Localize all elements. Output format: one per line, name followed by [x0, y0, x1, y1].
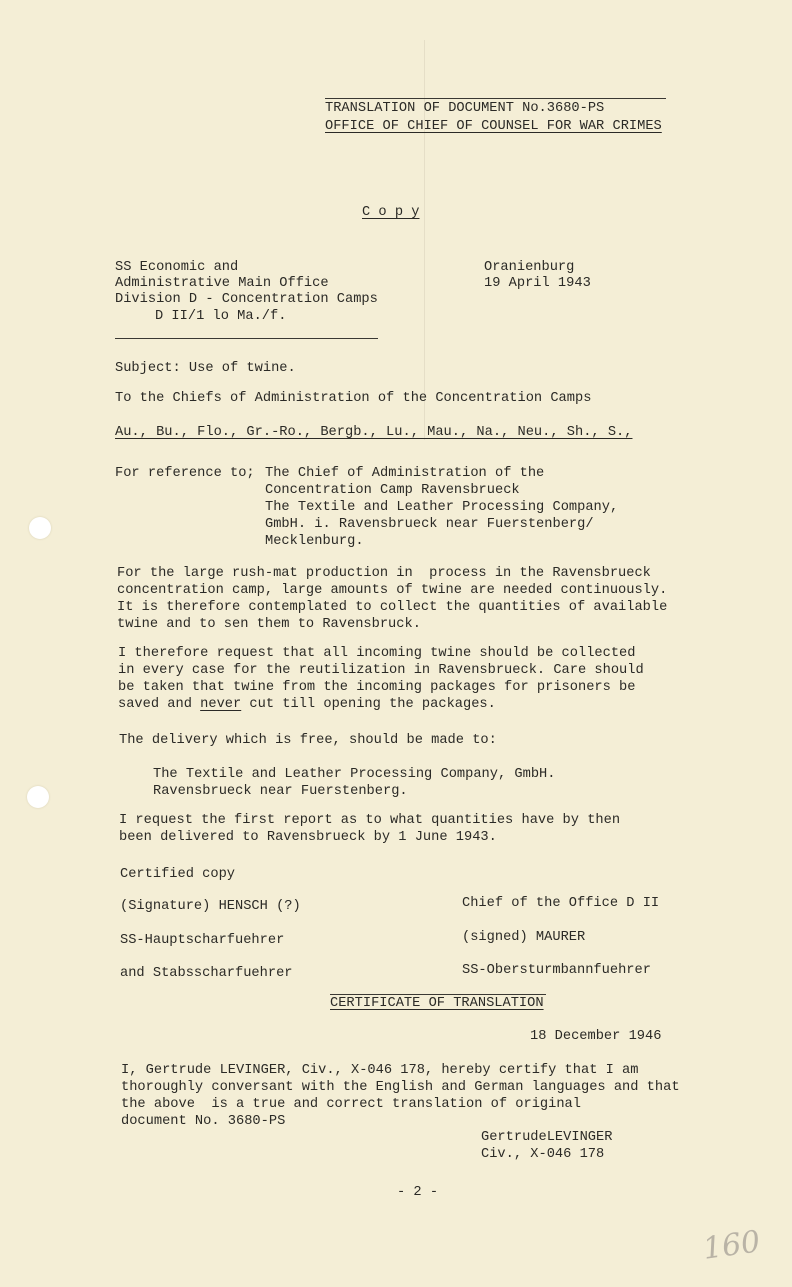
rank-left: and Stabsscharfuehrer	[120, 966, 293, 981]
request-line: I request the first report as to what quantities have by then	[119, 813, 621, 828]
header-rule	[325, 98, 666, 99]
delivery-address: The Textile and Leather Processing Company, GmbH.	[153, 767, 556, 782]
sender-line: SS Economic and	[115, 260, 239, 275]
delivery-address: Ravensbrueck near Fuerstenberg.	[153, 784, 408, 799]
rank-left: SS-Hauptscharfuehrer	[120, 933, 285, 948]
office-title: OFFICE OF CHIEF OF COUNSEL FOR WAR CRIMES	[325, 119, 662, 134]
copy-label: C o p y	[362, 205, 420, 220]
sender-line: Administrative Main Office	[115, 276, 329, 291]
emphasis-never: never	[200, 697, 242, 712]
text: saved and	[118, 697, 201, 712]
reference-label: For reference to;	[115, 466, 255, 481]
certificate-date: 18 December 1946	[530, 1029, 662, 1044]
paragraph-line: be taken that twine from the incoming packages for prisoners be	[118, 680, 636, 695]
subject-line: Subject: Use of twine.	[115, 361, 296, 376]
office-chief-title: Chief of the Office D II	[462, 896, 660, 911]
punch-hole	[29, 517, 51, 539]
certificate-line: the above is a true and correct translation of original	[121, 1097, 581, 1112]
request-line: been delivered to Ravensbrueck by 1 June 1943.	[119, 830, 497, 845]
certificate-rule	[330, 994, 546, 995]
handwritten-page-number: 160	[700, 1224, 763, 1267]
paragraph-line	[118, 697, 496, 713]
document-number: TRANSLATION OF DOCUMENT No.3680-PS	[325, 101, 605, 116]
addressee-line: To the Chiefs of Administration of the Concentration Camps	[115, 391, 592, 406]
sender-reference: D II/1 lo Ma./f.	[155, 309, 287, 324]
paragraph-line: in every case for the reutilization in Ravensbrueck. Care should	[118, 663, 644, 678]
certificate-line: thoroughly conversant with the English and German languages and that	[121, 1080, 680, 1095]
text: cut till opening the packages.	[241, 697, 496, 712]
page-number: - 2 -	[397, 1185, 439, 1200]
reference-line: Mecklenburg.	[265, 534, 364, 549]
paragraph-line: It is therefore contemplated to collect the quantities of available	[117, 600, 668, 615]
reference-line: The Textile and Leather Processing Company,	[265, 500, 619, 515]
sender-line: Division D - Concentration Camps	[115, 292, 378, 307]
sender-rule	[115, 338, 378, 339]
rank-right: SS-Obersturmbannfuehrer	[462, 963, 651, 978]
paragraph-line: concentration camp, large amounts of twine are needed continuously.	[117, 583, 668, 598]
place: Oranienburg	[484, 260, 575, 275]
punch-hole	[27, 786, 49, 808]
delivery-line: The delivery which is free, should be made to:	[119, 733, 497, 748]
paragraph-line: For the large rush-mat production in process in the Ravensbrueck	[117, 566, 651, 581]
camp-list: Au., Bu., Flo., Gr.-Ro., Bergb., Lu., Mau., Na., Neu., Sh., S.,	[115, 425, 633, 440]
signature-left: (Signature) HENSCH (?)	[120, 899, 301, 914]
signature-right: (signed) MAURER	[462, 930, 586, 945]
certificate-line: I, Gertrude LEVINGER, Civ., X-046 178, hereby certify that I am	[121, 1063, 639, 1078]
reference-line: Concentration Camp Ravensbrueck	[265, 483, 520, 498]
paper-fold	[424, 40, 425, 440]
reference-line: The Chief of Administration of the	[265, 466, 545, 481]
translator-name: GertrudeLEVINGER	[481, 1130, 613, 1145]
date: 19 April 1943	[484, 276, 591, 291]
certificate-line: document No. 3680-PS	[121, 1114, 286, 1129]
certified-copy-label: Certified copy	[120, 867, 235, 882]
paragraph-line: I therefore request that all incoming twine should be collected	[118, 646, 636, 661]
certificate-title: CERTIFICATE OF TRANSLATION	[330, 996, 544, 1011]
paragraph-line: twine and to sen them to Ravensbruck.	[117, 617, 421, 632]
translator-id: Civ., X-046 178	[481, 1147, 605, 1162]
reference-line: GmbH. i. Ravensbrueck near Fuerstenberg/	[265, 517, 594, 532]
